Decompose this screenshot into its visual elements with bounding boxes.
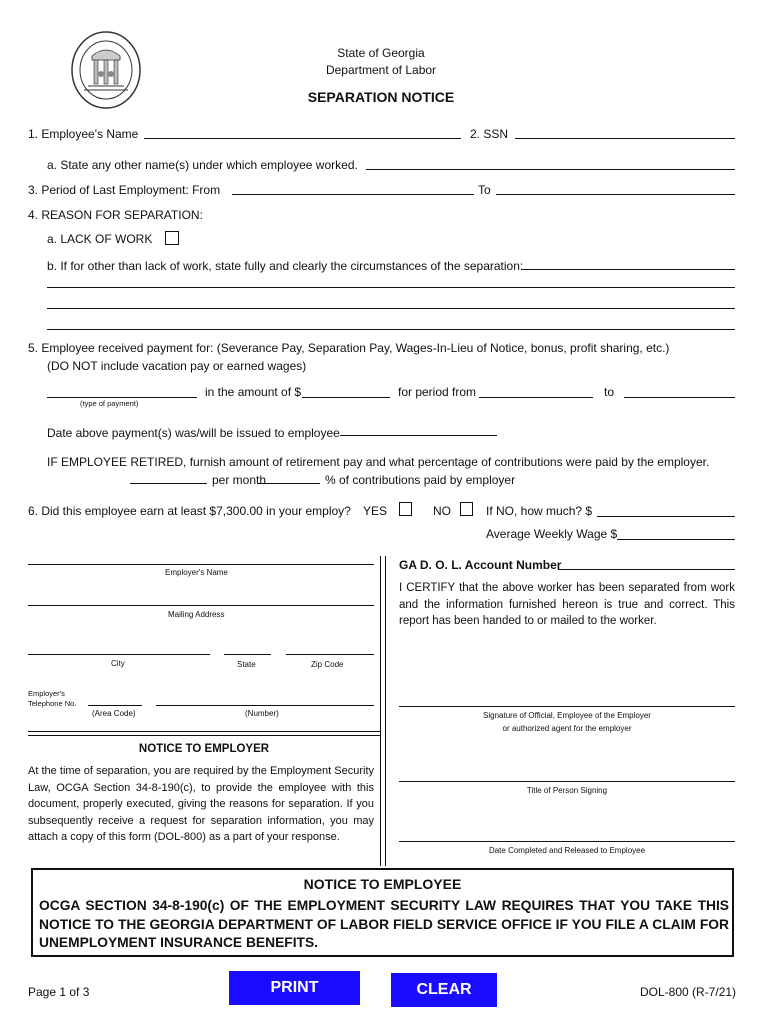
notice-employer-text: At the time of separation, you are required by the Employment Security Law, OCGA Section 34-8-190(c), to provide the employee with this document, properly executed, giving the reasons for separation. If you subsequently receive a request for separation information, you may attach a copy of this form (DOL-800) as a part of your response. [28, 765, 374, 843]
payment-period-label: for period from [398, 385, 477, 399]
payment-amount-line[interactable] [302, 397, 390, 398]
reason-label: 4. REASON FOR SEPARATION: [28, 208, 203, 222]
period-to-label: To [478, 183, 491, 197]
section-divider-right [385, 556, 386, 866]
area-code-line[interactable] [88, 705, 142, 706]
period-label: 3. Period of Last Employment: From [28, 183, 221, 197]
employer-name-line[interactable] [28, 564, 374, 565]
title-caption: Title of Person Signing [526, 786, 608, 795]
employer-divider-1 [28, 731, 380, 732]
phone-label-2: Telephone No. [28, 699, 77, 708]
payment-note: (DO NOT include vacation pay or earned wages) [47, 359, 307, 373]
other-names-line [366, 169, 735, 170]
payment-type-line[interactable] [47, 397, 197, 398]
other-names-label: a. State any other name(s) under which employee worked. [47, 158, 358, 172]
page-number: Page 1 of 3 [28, 985, 90, 999]
section-divider-left [380, 556, 381, 866]
other-reason-line-3[interactable] [47, 308, 735, 309]
certify-text: I CERTIFY that the above worker has been separated from work and the information furnished hereon is true and correct. This report has been handed to or mailed to the worker. [399, 582, 735, 627]
notice-employee-title: NOTICE TO EMPLOYEE [303, 876, 462, 892]
zip-line[interactable] [286, 654, 374, 655]
employee-name-field[interactable] [146, 124, 459, 138]
employer-name-caption: Employer's Name [165, 568, 228, 577]
avg-wage-label: Average Weekly Wage $ [486, 527, 618, 541]
earnings-label: 6. Did this employee earn at least $7,300.00 in your employ? [28, 504, 351, 518]
state-line[interactable] [224, 654, 271, 655]
header-department: Department of Labor [325, 63, 437, 77]
payment-period-from-line[interactable] [479, 397, 593, 398]
per-month-label: per month [212, 473, 267, 487]
clear-button[interactable]: CLEAR [391, 973, 497, 1007]
zip-caption: Zip Code [311, 660, 344, 669]
pct-contributions-label: % of contributions paid by employer [325, 473, 516, 487]
signature-caption-1: Signature of Official, Employee of the Employer [483, 711, 651, 720]
other-reason-line-2[interactable] [47, 287, 735, 288]
how-much-line[interactable] [597, 516, 735, 517]
payment-date-line[interactable] [340, 435, 497, 436]
period-to-field[interactable] [498, 180, 733, 194]
date-completed-line[interactable] [399, 841, 735, 842]
other-names-field[interactable] [368, 155, 733, 169]
header-state: State of Georgia [337, 46, 425, 60]
notice-employee-box [31, 868, 734, 957]
phone-number-caption: (Number) [245, 709, 279, 718]
employee-name-label: 1. Employee's Name [28, 127, 139, 141]
other-reason-label: b. If for other than lack of work, state fully and clearly the circumstances of the separation: [47, 259, 524, 273]
payment-period-to-label: to [604, 385, 615, 399]
account-number-line[interactable] [558, 569, 735, 570]
form-id: DOL-800 (R-7/21) [640, 985, 737, 999]
lack-of-work-checkbox[interactable] [165, 231, 179, 245]
signature-caption-2: or authorized agent for the employer [502, 724, 632, 733]
page-title: SEPARATION NOTICE [307, 89, 455, 105]
how-much-label: If NO, how much? $ [486, 504, 593, 518]
notice-employee-text: OCGA SECTION 34-8-190(c) OF THE EMPLOYMENT SECURITY LAW REQUIRES THAT YOU TAKE THIS NOTICE TO THE GEORGIA DEPARTMENT OF LABOR FIELD SERVICE OFFICE IF YOU FILE A CLAIM FOR UNEMPLOYMENT INSURANCE BENEFITS. [39, 898, 729, 950]
yes-checkbox[interactable] [399, 502, 412, 516]
payment-period-to-line[interactable] [624, 397, 735, 398]
phone-number-line[interactable] [156, 705, 374, 706]
period-from-line [232, 194, 474, 195]
date-completed-caption: Date Completed and Released to Employee [488, 846, 646, 855]
state-caption: State [237, 660, 256, 669]
employer-divider-2 [28, 735, 380, 736]
no-label: NO [433, 504, 451, 518]
payment-type-caption: (type of payment) [80, 399, 139, 408]
retired-label: IF EMPLOYEE RETIRED, furnish amount of retirement pay and what percentage of contributions were paid by the employer. [47, 455, 710, 469]
phone-label-1: Employer's [28, 689, 65, 698]
account-number-label: GA D. O. L. Account Number [399, 558, 562, 572]
notice-employer-title: NOTICE TO EMPLOYER [138, 743, 270, 755]
payment-label: 5. Employee received payment for: (Severance Pay, Separation Pay, Wages-In-Lieu of Notice, bonus, profit sharing, etc.) [28, 341, 670, 355]
no-checkbox[interactable] [460, 502, 473, 516]
city-line[interactable] [28, 654, 210, 655]
retirement-pay-line[interactable] [130, 483, 207, 484]
ssn-line [515, 138, 735, 139]
ssn-field[interactable] [517, 124, 733, 138]
other-reason-line-1 [522, 269, 735, 270]
title-line[interactable] [399, 781, 735, 782]
payment-date-label: Date above payment(s) was/will be issued to employee [47, 426, 340, 440]
mailing-address-line[interactable] [28, 605, 374, 606]
avg-wage-line[interactable] [617, 539, 735, 540]
yes-label: YES [363, 504, 388, 518]
state-seal [70, 30, 142, 110]
employee-name-line [144, 138, 461, 139]
period-from-field[interactable] [234, 180, 472, 194]
retirement-pct-line[interactable] [257, 483, 320, 484]
print-button[interactable]: PRINT [229, 971, 360, 1005]
mailing-address-caption: Mailing Address [168, 610, 225, 619]
other-reason-line-4[interactable] [47, 329, 735, 330]
lack-of-work-label: a. LACK OF WORK [47, 232, 153, 246]
area-code-caption: (Area Code) [92, 709, 136, 718]
city-caption: City [111, 659, 125, 668]
ssn-label: 2. SSN [470, 127, 509, 141]
signature-line[interactable] [399, 706, 735, 707]
period-to-line [496, 194, 735, 195]
payment-amount-label: in the amount of $ [205, 385, 302, 399]
